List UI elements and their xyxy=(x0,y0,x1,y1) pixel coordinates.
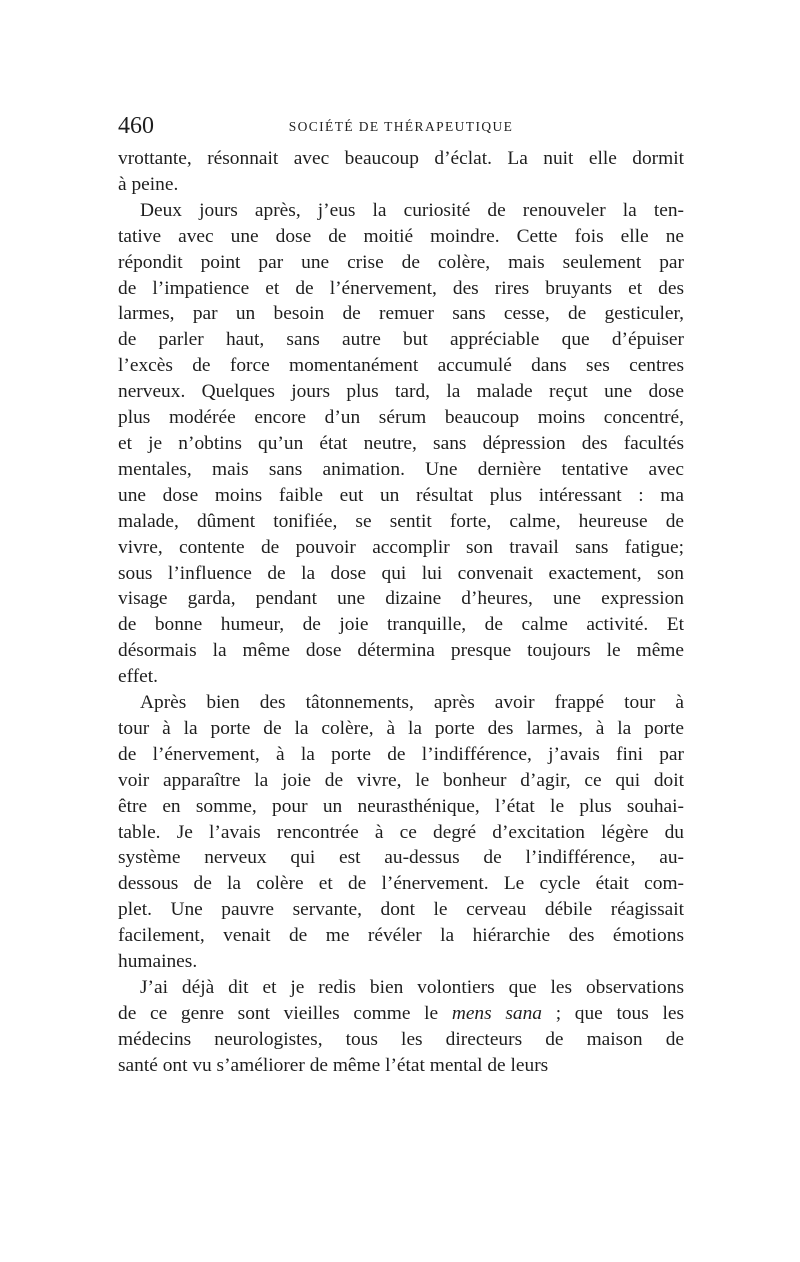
text-line: tour à la porte de la colère, à la porte des larmes, à la porte xyxy=(118,717,684,739)
text-line: visage garda, pendant une dizaine d’heures, une expression xyxy=(118,588,684,610)
paragraph-container xyxy=(118,146,684,1079)
running-title: SOCIÉTÉ DE THÉRAPEUTIQUE xyxy=(288,119,514,134)
text-segment: ; que tous les xyxy=(542,1002,685,1024)
text-line: J’ai déjà dit et je redis bien volontiers que les observations xyxy=(140,977,684,998)
paragraph xyxy=(118,690,684,975)
text-segment: de ce genre sont vieilles comme le xyxy=(118,1002,452,1024)
text-line: à peine. xyxy=(118,173,179,195)
body-text xyxy=(118,146,684,1079)
text-line: l’excès de force momentanément accumulé dans ses centres xyxy=(118,355,684,377)
page-header xyxy=(118,112,684,146)
text-line: de l’impatience et de l’énervement, des rires bruyants et des xyxy=(118,277,684,299)
text-line: dessous de la colère et de l’énervement. Le cycle était com- xyxy=(118,873,684,895)
text-line: de bonne humeur, de joie tranquille, de calme activité. Et xyxy=(118,614,684,636)
paragraph xyxy=(118,146,684,198)
text-line: sous l’influence de la dose qui lui convenait exactement, son xyxy=(118,562,684,584)
text-line: mentales, mais sans animation. Une dernière tentative avec xyxy=(118,458,684,480)
text-line: système nerveux qui est au-dessus de l’indifférence, au- xyxy=(118,847,684,869)
text-line: répondit point par une crise de colère, mais seulement par xyxy=(118,251,684,273)
paragraph xyxy=(118,198,684,690)
text-line: nerveux. Quelques jours plus tard, la malade reçut une dose xyxy=(118,381,684,403)
italic-phrase: mens sana xyxy=(451,1002,542,1024)
text-line: Deux jours après, j’eus la curiosité de renouveler la ten- xyxy=(140,199,684,221)
text-line: être en somme, pour un neurasthénique, l’état le plus souhai- xyxy=(118,795,684,817)
text-line: de l’énervement, à la porte de l’indifférence, j’avais fini par xyxy=(118,743,684,765)
text-line: et je n’obtins qu’un état neutre, sans dépression des facultés xyxy=(118,432,684,454)
text-line: santé ont vu s’améliorer de même l’état mental de leurs xyxy=(118,1054,549,1076)
text-line: Après bien des tâtonnements, après avoir frappé tour à xyxy=(140,692,684,714)
text-line: médecins neurologistes, tous les directeurs de maison de xyxy=(118,1028,684,1050)
text-line: vrottante, résonnait avec beaucoup d’éclat. La nuit elle dormit xyxy=(118,148,684,169)
text-line: une dose moins faible eut un résultat plus intéressant : ma xyxy=(118,484,684,506)
text-line: tative avec une dose de moitié moindre. Cette fois elle ne xyxy=(118,225,684,247)
text-line: larmes, par un besoin de remuer sans cesse, de gesticuler, xyxy=(118,303,684,325)
text-line: malade, dûment tonifiée, se sentit forte, calme, heureuse de xyxy=(118,510,684,532)
text-line: effet. xyxy=(118,666,159,688)
page-number: 460 xyxy=(118,113,154,139)
text-line: voir apparaître la joie de vivre, le bonheur d’agir, ce qui doit xyxy=(118,769,684,791)
text-line: facilement, venait de me révéler la hiérarchie des émotions xyxy=(118,925,684,947)
text-line: désormais la même dose détermina presque toujours le même xyxy=(118,640,684,662)
text-line: plus modérée encore d’un sérum beaucoup moins concentré, xyxy=(118,407,684,429)
book-page xyxy=(118,112,684,1079)
text-line: de parler haut, sans autre but appréciable que d’épuiser xyxy=(118,329,684,351)
text-line: humaines. xyxy=(118,951,198,973)
text-line: vivre, contente de pouvoir accomplir son travail sans fatigue; xyxy=(118,536,684,558)
paragraph xyxy=(118,975,684,1079)
text-line: table. Je l’avais rencontrée à ce degré d’excitation légère du xyxy=(118,821,684,843)
text-line: plet. Une pauvre servante, dont le cerveau débile réagissait xyxy=(118,899,684,921)
text-line xyxy=(118,1001,684,1027)
